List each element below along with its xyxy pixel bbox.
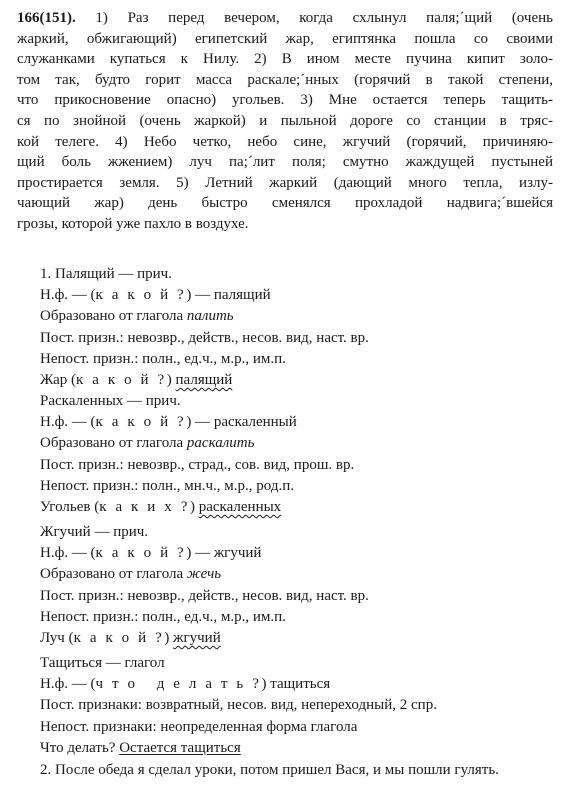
- exercise-line: кой телеге. 4) Небо четко, небо сине, жгучий (горячий, причиняю-: [17, 133, 553, 150]
- exercise-paragraph: [17, 8, 553, 235]
- analysis-block-palyashchiy: [40, 264, 550, 391]
- syntax-role-line: Жар (к а к о й ?) палящий: [40, 371, 233, 388]
- exercise-line: ся по знойной (очень жаркой) и пыльной дороге со станции в тряс-: [17, 112, 553, 129]
- initial-form-line: Н.ф. — (ч т о д е л а т ь ?) тащиться: [40, 676, 331, 693]
- derivation-line: Образовано от глагола жечь: [40, 566, 222, 583]
- exercise-line: том так, будто горит масса раскале;´нных (горячий в такой степени,: [17, 71, 553, 88]
- analysis-heading: Тащиться — глагол: [40, 655, 165, 671]
- variable-features-line: Непост. призн.: полн., мн.ч., м.р., род.п.: [40, 477, 295, 494]
- derivation-line: Образовано от глагола палить: [40, 308, 234, 325]
- derivation-line: Образовано от глагола раскалить: [40, 435, 255, 452]
- exercise-line: чающий жар) день быстро сменялся прохладой надвига;´вшейся: [17, 195, 553, 212]
- variable-features-line: Непост. признаки: неопределенная форма глагола: [40, 718, 358, 735]
- exercise-line: щий боль жжением) луч па;´лит поля; смутно жаждущей пустыней: [17, 154, 553, 171]
- analysis-block-tashchitsya: [40, 653, 550, 759]
- variable-features-line: Непост. призн.: полн., ед.ч., м.р., им.п.: [40, 608, 286, 625]
- analysis-block-zhguchiy: [40, 522, 550, 649]
- exercise-line: грозы, которой уже пахло в воздухе.: [17, 215, 249, 232]
- task-2-sentence: 2. После обеда я сделал уроки, потом пришел Вася, и мы пошли гулять.: [40, 762, 499, 778]
- syntax-role-line: Угольев (к а к и х ?) раскаленных: [40, 498, 282, 515]
- analysis-heading: Раскаленных — прич.: [40, 393, 181, 409]
- syntax-role-line: Луч (к а к о й ?) жгучий: [40, 629, 221, 646]
- constant-features-line: Пост. признаки: возвратный, несов. вид, непереходный, 2 спр.: [40, 697, 437, 714]
- exercise-line: служанками купаться к Нилу. 2) В ином месте пучина кипит золо-: [17, 51, 553, 68]
- constant-features-line: Пост. призн.: невозвр., страд., сов. вид, прош. вр.: [40, 456, 355, 473]
- exercise-line: что прикосновение опасно) угольев. 3) Мне остается теперь тащить-: [17, 92, 553, 109]
- initial-form-line: Н.ф. — (к а к о й ?) — жгучий: [40, 545, 262, 562]
- analysis-block-raskalennykh: [40, 391, 550, 518]
- variable-features-line: Непост. призн.: полн., ед.ч., м.р., им.п.: [40, 350, 286, 367]
- constant-features-line: Пост. призн.: невозвр., действ., несов. вид, наст. вр.: [40, 587, 369, 604]
- initial-form-line: Н.ф. — (к а к о й ?) — раскаленный: [40, 414, 297, 431]
- analysis-heading: Жгучий — прич.: [40, 524, 149, 540]
- exercise-line: простирается земля. 5) Летний жаркий (дающий много тепла, излу-: [17, 174, 553, 191]
- analysis-heading: 1. Палящий — прич.: [40, 266, 172, 282]
- exercise-line: жаркий, обжигающий) египетский жар, египтянка пошла со своими: [17, 30, 553, 47]
- constant-features-line: Пост. призн.: невозвр., действ., несов. вид, наст. вр.: [40, 329, 369, 346]
- initial-form-line: Н.ф. — (к а к о й ?) — палящий: [40, 287, 271, 304]
- syntax-role-line: Что делать? Остается тащиться: [40, 739, 241, 756]
- exercise-line: 166(151). 1) Раз перед вечером, когда схлынул паля;´щий (очень: [17, 10, 553, 26]
- exercise-number: 166(151).: [17, 10, 76, 26]
